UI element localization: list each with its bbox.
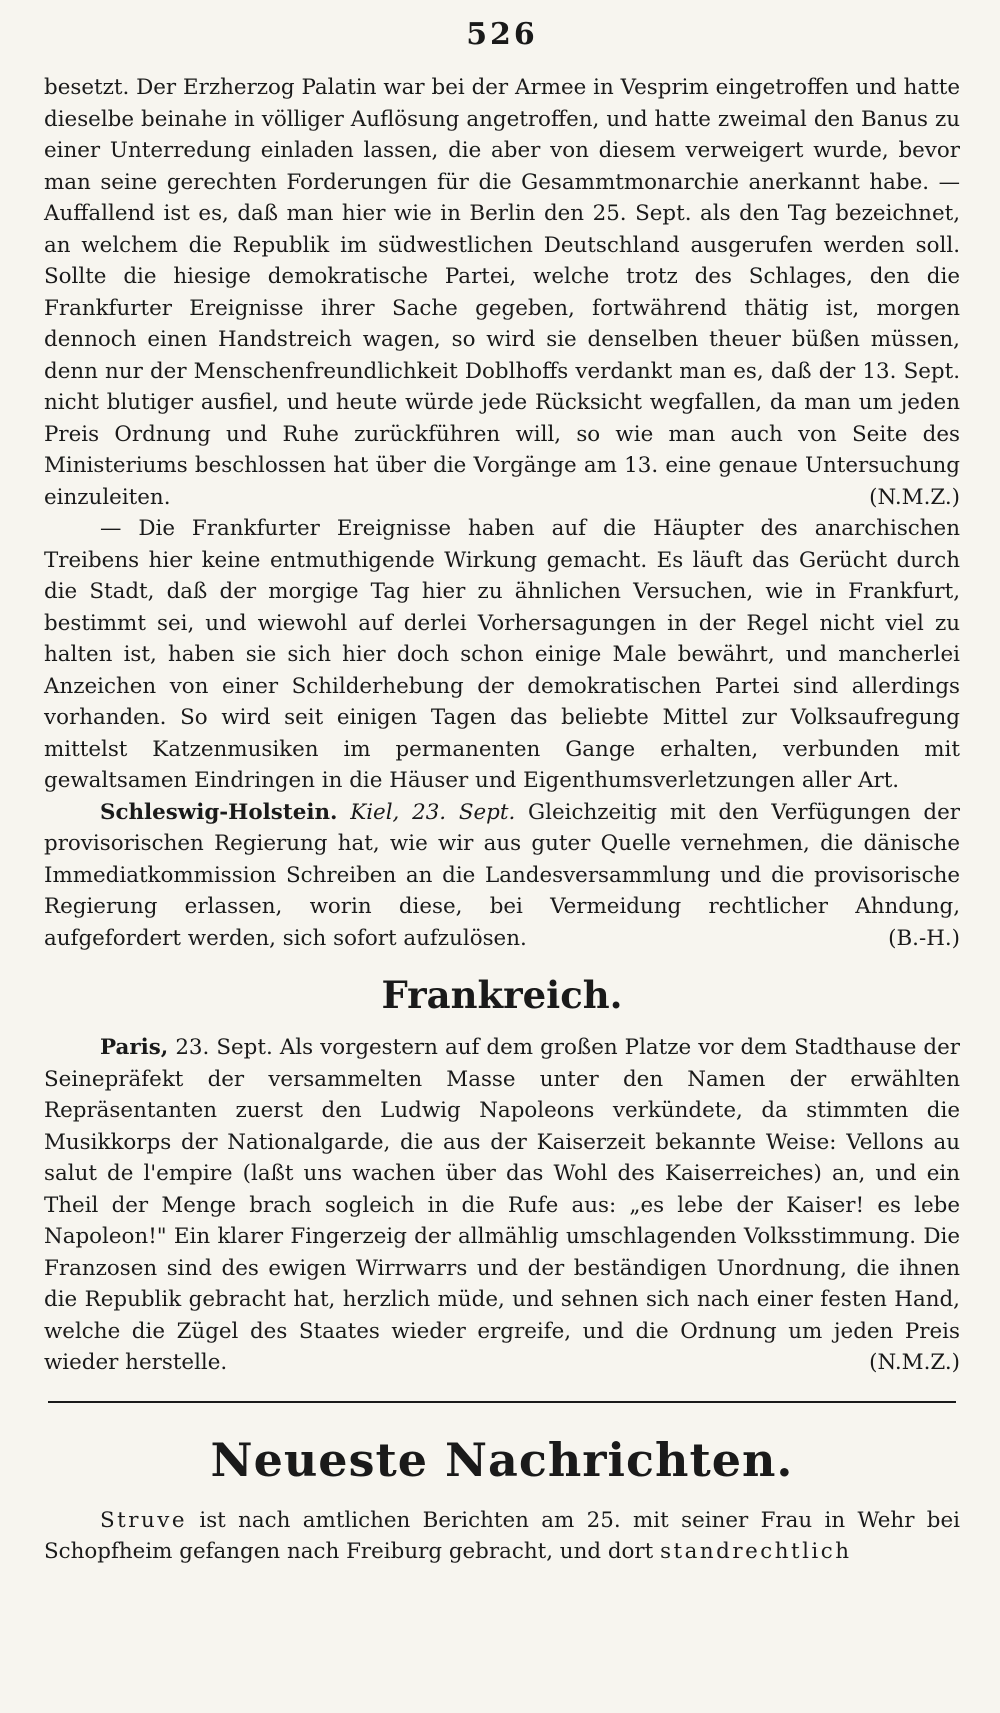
section-heading-latest-news: Neueste Nachrichten. xyxy=(210,1432,794,1487)
article-schleswig-text: Gleichzeitig mit den Verfügungen der provisorischen Regierung hat, wie wir aus guter Quelle vernehmen, die dänische Immediatkommission Schreiben an die Landesversammlung und die provisorische Regierung erlassen, worin diese, bei Vermeidung rechtlicher Ahndung, aufgefordert werden, sich sofort aufzulösen. xyxy=(44,799,960,951)
article-paris-text-1: Als vorgestern auf dem großen Platze vor dem Stadthause der Seinepräfekt der versammelten Masse unter den Namen der erwählten Repräsentanten zuerst den Ludwig Napoleons verkündete, da stimmten die Musikkorps der Nationalgarde, die aus der Kaiserzeit bekannte Weise: xyxy=(44,1035,960,1155)
word-standrechtlich: standrechtlich xyxy=(660,1539,852,1564)
article-vienna-text: besetzt. Der Erzherzog Palatin war bei der Armee in Vesprim eingetroffen und hatte dieselbe beinahe in völliger Auflösung angetroffen, und hatte zweimal den Banus zu einer Unterredung einladen lassen, die aber von diesem verweigert wurde, bevor man seine gerechten Forderungen für die Gesammtmonarchie anerkannt habe. — Auffallend ist es, daß man hier wie in Berlin den 25. Sept. als den Tag bezeichnet, an welchem die Republik im südwestlichen Deutschland ausgerufen werden soll. Sollte die hiesige demokratische Partei, welche trotz des Schlages, den die Frankfurter Ereignisse ihrer Sache gegeben, fortwährend thätig ist, morgen dennoch einen Handstreich wagen, so wird sie denselben theuer büßen müssen, denn nur der Menschenfreundlichkeit Doblhoffs verdankt man es, daß der 13. Sept. nicht blutiger ausfiel, und heute würde jede Rücksicht wegfallen, da man um jeden Preis Ordnung und Ruhe zurückführen will, so wie man auch von Seite des Ministeriums beschlossen hat über die Vorgänge am 13. eine genaue Untersuchung einzuleiten. xyxy=(44,75,960,510)
article-vienna-continued: — Die Frankfurter Ereignisse haben auf die Häupter des anarchischen Treibens hier keine entmuthigende Wirkung gemacht. Es läuft das Gerücht durch die Stadt, daß der morgige Tag hier zu ähnlichen Versuchen, wie in Frankfurt, bestimmt sei, und wiewohl auf derlei Vorhersagungen in der Regel nicht viel zu halten ist, haben sie sich hier doch schon einige Male bewährt, und mancherlei Anzeichen von einer Schilderhebung der demokratischen Partei sind allerdings vorhanden. So wird seit einigen Tagen das beliebte Mittel zur Volksaufregung mittelst Katzenmusiken im permanenten Gange erhalten, verbunden mit gewaltsamen Eindringen in die Häuser und Eigenthumsverletzungen aller Art. xyxy=(44,516,960,793)
page-number: 526 xyxy=(466,17,538,52)
article-latest xyxy=(44,1505,960,1568)
source-citation: (B.-H.) xyxy=(888,925,960,951)
dateline: Kiel, 23. Sept. xyxy=(350,799,516,825)
dateline-city: Paris, xyxy=(100,1035,169,1060)
name-struve: Struve xyxy=(100,1507,187,1533)
divider-rule xyxy=(48,1401,956,1403)
article-schleswig-holstein xyxy=(44,797,960,955)
article-paris xyxy=(44,1032,960,1379)
source-citation: (N.M.Z.) xyxy=(869,1350,960,1375)
article-latest-text: ist nach amtlichen Berichten am 25. mit seiner Frau in Wehr bei Schopfheim gefangen nach Freiburg gebracht, und dort xyxy=(44,1507,960,1564)
article-vienna xyxy=(44,72,960,513)
source-citation: (N.M.Z.) xyxy=(869,484,960,510)
section-heading-frankreich: Frankreich. xyxy=(381,973,623,1017)
region-heading: Schleswig-Holstein. xyxy=(100,799,338,825)
dateline-date: 23. Sept. xyxy=(175,1035,273,1060)
article-paris-text-2: (laßt uns wachen über das Wohl des Kaiserreiches) an, und ein Theil der Menge brach sogleich in die Rufe aus: „es lebe der Kaiser! es lebe Napoleon!" Ein klarer Fingerzeig der allmählig umschlagenden Volksstimmung. Die Franzosen sind des ewigen Wirrwarrs und der beständigen Unordnung, die ihnen die Republik gebracht hat, herzlich müde, und sehnen sich nach einer festen Hand, welche die Zügel des Staates wieder ergreife, und die Ordnung um jeden Preis wieder herstelle. xyxy=(44,1161,960,1375)
latin-quote: Vellons au salut de l'empire xyxy=(44,1129,960,1186)
